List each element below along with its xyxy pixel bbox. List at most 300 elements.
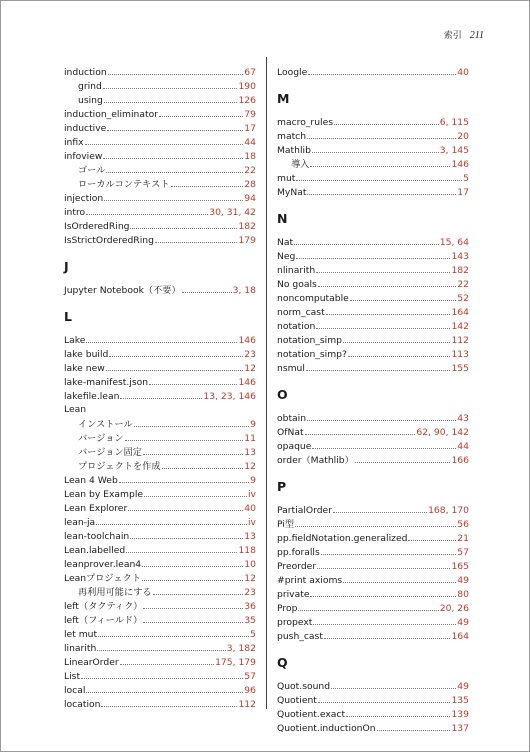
- dot-leader: [312, 439, 456, 449]
- page-reference-link[interactable]: 28: [244, 179, 256, 190]
- index-entry: [277, 425, 469, 439]
- dot-leader: [120, 655, 214, 665]
- index-term: using: [78, 95, 103, 106]
- index-entry: [277, 545, 469, 559]
- page-reference-link[interactable]: 62, 90, 142: [416, 427, 469, 438]
- index-term: induction_eliminator: [64, 109, 158, 120]
- page-reference-link[interactable]: 5: [463, 173, 469, 184]
- dot-leader: [108, 65, 244, 75]
- index-term: infix: [64, 137, 84, 148]
- dot-leader: [130, 219, 237, 229]
- page-reference-link[interactable]: 112: [238, 699, 256, 710]
- dot-leader: [355, 453, 451, 463]
- index-entry: [64, 529, 256, 543]
- index-term: norm_cast: [277, 307, 325, 318]
- index-subentry: [64, 431, 256, 445]
- page-reference-link[interactable]: 137: [451, 723, 469, 734]
- page-reference-link[interactable]: 20: [457, 131, 469, 142]
- dot-leader: [296, 171, 462, 181]
- dot-leader: [85, 135, 244, 145]
- index-subentry: [64, 177, 256, 191]
- index-term: OfNat: [277, 427, 304, 438]
- index-entry: [277, 601, 469, 615]
- index-entry: [64, 65, 256, 79]
- page-reference-link[interactable]: 13: [244, 531, 256, 542]
- dot-leader: [119, 473, 249, 483]
- index-entry: [277, 453, 469, 467]
- dot-leader: [97, 641, 225, 651]
- dot-leader: [142, 557, 243, 567]
- dot-leader: [316, 263, 450, 273]
- dot-leader: [103, 149, 243, 159]
- index-entry: [64, 121, 256, 135]
- dot-leader: [86, 333, 237, 343]
- page-reference-link[interactable]: 139: [451, 709, 469, 720]
- index-letter-heading: O: [277, 387, 288, 402]
- page-reference-link[interactable]: 118: [238, 545, 256, 556]
- index-term: Quotient.inductionOn: [277, 723, 376, 734]
- index-term: opaque: [277, 441, 312, 452]
- index-entry: [277, 115, 469, 129]
- index-letter-heading: Q: [277, 655, 288, 670]
- index-letter-heading: N: [277, 211, 288, 226]
- index-entry: [64, 543, 256, 557]
- dot-leader: [125, 431, 244, 441]
- dot-leader: [350, 291, 456, 301]
- index-entry: [277, 143, 469, 157]
- index-subentry: [64, 163, 256, 177]
- dot-leader: [81, 669, 243, 679]
- page-reference-link[interactable]: 22: [244, 165, 256, 176]
- index-term: Lean by Example: [64, 489, 144, 500]
- dot-leader: [343, 333, 450, 343]
- page-reference-link[interactable]: 3, 145: [439, 145, 469, 156]
- dot-leader: [317, 559, 450, 569]
- dot-leader: [171, 177, 244, 187]
- index-letter-heading: P: [277, 479, 287, 494]
- dot-leader: [101, 697, 237, 707]
- index-term: インストール: [78, 419, 133, 430]
- index-entry: [277, 629, 469, 643]
- index-term: lake-manifest.json: [64, 377, 149, 388]
- page-reference-link[interactable]: 168, 170: [428, 505, 469, 516]
- index-subentry: [64, 459, 256, 473]
- page-reference-link[interactable]: 94: [244, 193, 256, 204]
- page-reference-link[interactable]: 12: [244, 573, 256, 584]
- dot-leader: [313, 615, 456, 625]
- index-entry: [277, 291, 469, 305]
- index-term: Leanプロジェクト: [64, 573, 142, 584]
- index-term: left（フィールド）: [64, 615, 143, 626]
- page-reference-link[interactable]: 18: [244, 151, 256, 162]
- index-term: match: [277, 131, 307, 142]
- index-term: List: [64, 671, 81, 682]
- index-entry: [277, 129, 469, 143]
- index-entry: [64, 515, 256, 529]
- dot-leader: [126, 543, 237, 553]
- index-term: Lean 4 Web: [64, 475, 118, 486]
- page-reference-link[interactable]: 146: [238, 335, 256, 346]
- index-term: notation_simp?: [277, 349, 347, 360]
- page-reference-link[interactable]: 79: [244, 109, 256, 120]
- index-entry: [277, 185, 469, 199]
- column-divider: [266, 57, 267, 709]
- index-entry: [277, 249, 469, 263]
- page-reference-link[interactable]: 135: [451, 695, 469, 706]
- index-term: Lean.labelled: [64, 545, 126, 556]
- index-entry: [64, 501, 256, 515]
- index-entry: [277, 235, 469, 249]
- page-reference-link[interactable]: 57: [244, 671, 256, 682]
- index-subentry: [64, 445, 256, 459]
- index-entry: [277, 333, 469, 347]
- dot-leader: [96, 515, 247, 525]
- index-term: notation: [277, 321, 316, 332]
- page-reference-link[interactable]: 20, 26: [439, 603, 469, 614]
- page-reference-link[interactable]: 9: [250, 419, 256, 430]
- index-entry: [277, 65, 469, 79]
- page-reference-link[interactable]: 142: [451, 321, 469, 332]
- dot-leader: [348, 347, 451, 357]
- index-subentry: [64, 417, 256, 431]
- page-reference-link[interactable]: 52: [457, 293, 469, 304]
- page-reference-link[interactable]: 126: [238, 95, 256, 106]
- index-entry: [277, 615, 469, 629]
- page-reference-link[interactable]: 56: [457, 519, 469, 530]
- page-reference-link[interactable]: 6, 115: [439, 117, 469, 128]
- index-entry: [64, 347, 256, 361]
- dot-leader: [106, 163, 243, 173]
- page-reference-link[interactable]: 17: [457, 187, 469, 198]
- index-entry: [64, 149, 256, 163]
- page-reference-link[interactable]: 143: [451, 251, 469, 262]
- index-entry: [277, 503, 469, 517]
- index-term: Quotient: [277, 695, 317, 706]
- index-term: order（Mathlib）: [277, 455, 354, 466]
- page-reference-link[interactable]: iv: [248, 517, 256, 528]
- index-entry: [64, 361, 256, 375]
- page-reference-link[interactable]: 164: [451, 631, 469, 642]
- page-reference-link[interactable]: 179: [238, 235, 256, 246]
- dot-leader: [109, 347, 243, 357]
- index-entry: [277, 707, 469, 721]
- page-reference-link[interactable]: 3, 182: [226, 643, 256, 654]
- page-reference-link[interactable]: 182: [451, 265, 469, 276]
- index-entry: [277, 587, 469, 601]
- dot-leader: [331, 679, 456, 689]
- dot-leader: [408, 531, 456, 541]
- page-reference-link[interactable]: 166: [451, 455, 469, 466]
- section-title: 索引: [443, 31, 462, 41]
- dot-leader: [86, 205, 208, 215]
- index-entry: [64, 487, 256, 501]
- index-entry: [64, 683, 256, 697]
- page-reference-link[interactable]: 15, 64: [439, 237, 469, 248]
- index-letter-heading: J: [64, 259, 69, 274]
- page-number: 211: [469, 30, 484, 41]
- index-term: push_cast: [277, 631, 323, 642]
- index-entry: [64, 571, 256, 585]
- page-reference-link[interactable]: 36: [244, 601, 256, 612]
- index-term: 再利用可能にする: [78, 587, 152, 598]
- index-term: noncomputable: [277, 293, 349, 304]
- index-term: IsOrderedRing: [64, 221, 130, 232]
- page-reference-link[interactable]: 13: [244, 447, 256, 458]
- dot-leader: [86, 683, 243, 693]
- page-reference-link[interactable]: 57: [457, 547, 469, 558]
- index-term: バージョン固定: [78, 447, 142, 458]
- page-reference-link[interactable]: 112: [451, 335, 469, 346]
- index-subentry: [277, 157, 469, 171]
- dot-leader: [326, 305, 451, 315]
- dot-leader: [318, 693, 451, 703]
- dot-leader: [307, 411, 456, 421]
- page-reference-link[interactable]: 96: [244, 685, 256, 696]
- dot-leader: [306, 361, 451, 371]
- index-term: injection: [64, 193, 104, 204]
- dot-leader: [182, 283, 232, 293]
- index-term: lakefile.lean: [64, 391, 120, 402]
- page-reference-link[interactable]: 44: [457, 441, 469, 452]
- page-reference-link[interactable]: 43: [457, 413, 469, 424]
- dot-leader: [120, 389, 202, 399]
- index-entry: [277, 679, 469, 693]
- page-reference-link[interactable]: 35: [244, 615, 256, 626]
- index-term: lean-toolchain: [64, 531, 130, 542]
- dot-leader: [106, 361, 244, 371]
- dot-leader: [305, 425, 416, 435]
- index-term: inductive: [64, 123, 107, 134]
- dot-leader: [308, 65, 456, 75]
- index-term: Prop: [277, 603, 298, 614]
- dot-leader: [312, 143, 439, 153]
- index-term: バージョン: [78, 433, 124, 444]
- page-reference-link[interactable]: 40: [244, 503, 256, 514]
- index-entry: [277, 305, 469, 319]
- page-reference-link[interactable]: 190: [238, 81, 256, 92]
- index-term: location: [64, 699, 101, 710]
- index-term: #print axioms: [277, 575, 343, 586]
- dot-leader: [143, 445, 243, 455]
- dot-leader: [153, 585, 244, 595]
- index-entry: [64, 473, 256, 487]
- index-entry: [277, 573, 469, 587]
- page-reference-link[interactable]: 165: [451, 561, 469, 572]
- index-term: Neg: [277, 251, 296, 262]
- dot-leader: [318, 277, 456, 287]
- page-reference-link[interactable]: 44: [244, 137, 256, 148]
- dot-leader: [295, 517, 456, 527]
- index-entry: [277, 171, 469, 185]
- dot-leader: [104, 191, 243, 201]
- index-letter-heading: L: [64, 309, 72, 324]
- dot-leader: [142, 571, 243, 581]
- dot-leader: [162, 459, 244, 469]
- page-reference-link[interactable]: 155: [451, 363, 469, 374]
- page-reference-link[interactable]: 49: [457, 575, 469, 586]
- index-term: ゴール: [78, 165, 106, 176]
- index-entry: [64, 389, 256, 403]
- page-reference-link[interactable]: 11: [244, 433, 256, 444]
- dot-leader: [104, 93, 238, 103]
- dot-leader: [377, 721, 451, 731]
- index-term: notation_simp: [277, 335, 342, 346]
- index-term: propext: [277, 617, 313, 628]
- page-reference-link[interactable]: 21: [457, 533, 469, 544]
- dot-leader: [316, 319, 450, 329]
- page-reference-link[interactable]: 146: [238, 377, 256, 388]
- dot-leader: [307, 185, 456, 195]
- index-term: private: [277, 589, 310, 600]
- index-term: macro_rules: [277, 117, 334, 128]
- index-entry: [64, 669, 256, 683]
- index-entry: [64, 191, 256, 205]
- page-reference-link[interactable]: 113: [451, 349, 469, 360]
- page-reference-link[interactable]: 182: [238, 221, 256, 232]
- index-entry: [64, 599, 256, 613]
- page-reference-link[interactable]: 5: [250, 629, 256, 640]
- index-term: lean-ja: [64, 517, 96, 528]
- index-term: Lean: [64, 404, 87, 415]
- index-term: Loogle: [277, 67, 308, 78]
- index-term: leanprover.lean4: [64, 559, 142, 570]
- index-column-right: [277, 65, 469, 735]
- page-reference-link[interactable]: 10: [244, 559, 256, 570]
- dot-leader: [346, 707, 450, 717]
- index-term: lake new: [64, 363, 105, 374]
- dot-leader: [310, 587, 456, 597]
- page-reference-link[interactable]: 49: [457, 617, 469, 628]
- index-entry: [277, 531, 469, 545]
- index-term: pp.foralls: [277, 547, 320, 558]
- dot-leader: [298, 601, 438, 611]
- index-entry: [64, 613, 256, 627]
- page-reference-link[interactable]: 3, 18: [232, 285, 256, 296]
- dot-leader: [128, 501, 243, 511]
- index-entry: [277, 319, 469, 333]
- dot-leader: [98, 627, 249, 637]
- index-entry: [64, 557, 256, 571]
- index-entry: [64, 205, 256, 219]
- index-entry: [277, 263, 469, 277]
- index-entry: [277, 559, 469, 573]
- index-term: Nat: [277, 237, 294, 248]
- dot-leader: [130, 529, 243, 539]
- page-reference-link[interactable]: 175, 179: [215, 657, 256, 668]
- dot-leader: [103, 79, 238, 89]
- dot-leader: [159, 107, 243, 117]
- page-reference-link[interactable]: 67: [244, 67, 256, 78]
- page-reference-link[interactable]: 23: [244, 587, 256, 598]
- index-term: 導入: [291, 159, 310, 170]
- dot-leader: [294, 235, 439, 245]
- page-reference-link[interactable]: 80: [457, 589, 469, 600]
- index-term: infoview: [64, 151, 103, 162]
- index-entry: [64, 375, 256, 389]
- page-reference-link[interactable]: 23: [244, 349, 256, 360]
- index-term: pp.fieldNotation.generalized: [277, 533, 408, 544]
- dot-leader: [321, 545, 457, 555]
- index-term: Preorder: [277, 561, 317, 572]
- index-term: Jupyter Notebook（不要）: [64, 285, 181, 296]
- index-term: Mathlib: [277, 145, 311, 156]
- dot-leader: [307, 129, 456, 139]
- index-term: local: [64, 685, 86, 696]
- dot-leader: [107, 121, 243, 131]
- dot-leader: [310, 157, 450, 167]
- index-term: Lake: [64, 335, 86, 346]
- index-letter-heading: M: [277, 91, 290, 106]
- index-term: Quotient.exact: [277, 709, 346, 720]
- index-entry: [277, 693, 469, 707]
- dot-leader: [144, 487, 247, 497]
- index-term: No goals: [277, 279, 317, 290]
- dot-leader: [143, 599, 243, 609]
- index-term: Lean Explorer: [64, 503, 128, 514]
- page-reference-link[interactable]: 17: [244, 123, 256, 134]
- index-term: ローカルコンテキスト: [78, 179, 170, 190]
- index-term: Pi型: [277, 519, 295, 530]
- index-entry: [277, 277, 469, 291]
- index-term: let mut: [64, 629, 98, 640]
- page-reference-link[interactable]: 164: [451, 307, 469, 318]
- dot-leader: [343, 573, 456, 583]
- index-term: IsStrictOrderedRing: [64, 235, 154, 246]
- index-term: nsmul: [277, 363, 305, 374]
- page-reference-link[interactable]: 12: [244, 461, 256, 472]
- dot-leader: [155, 233, 238, 243]
- page-reference-link[interactable]: iv: [248, 489, 256, 500]
- index-term: mut: [277, 173, 296, 184]
- dot-leader: [134, 417, 249, 427]
- index-subentry: [64, 585, 256, 599]
- page-reference-link[interactable]: 13, 23, 146: [203, 391, 256, 402]
- index-entry: [64, 333, 256, 347]
- dot-leader: [333, 503, 427, 513]
- index-term: PartialOrder: [277, 505, 332, 516]
- index-entry: [277, 361, 469, 375]
- page-reference-link[interactable]: 30, 31, 42: [209, 207, 256, 218]
- index-entry: [64, 697, 256, 711]
- index-term: lake build: [64, 349, 109, 360]
- index-term: left（タクティク）: [64, 601, 143, 612]
- index-term: LinearOrder: [64, 657, 119, 668]
- index-entry: [64, 403, 256, 417]
- index-term: obtain: [277, 413, 307, 424]
- index-entry: [64, 283, 256, 297]
- index-entry: [277, 721, 469, 735]
- page-reference-link[interactable]: 40: [457, 67, 469, 78]
- dot-leader: [334, 115, 439, 125]
- index-subentry: [64, 79, 256, 93]
- index-entry: [277, 347, 469, 361]
- index-term: linarith: [64, 643, 97, 654]
- dot-leader: [324, 629, 451, 639]
- index-term: grind: [78, 81, 102, 92]
- index-column-left: [64, 65, 256, 711]
- index-entry: [64, 107, 256, 121]
- page-reference-link[interactable]: 12: [244, 363, 256, 374]
- page-reference-link[interactable]: 49: [457, 681, 469, 692]
- index-entry: [64, 627, 256, 641]
- index-entry: [64, 219, 256, 233]
- index-term: intro: [64, 207, 86, 218]
- page-reference-link[interactable]: 22: [457, 279, 469, 290]
- index-term: MyNat: [277, 187, 307, 198]
- index-term: Quot.sound: [277, 681, 331, 692]
- page-reference-link[interactable]: 9: [250, 475, 256, 486]
- page-reference-link[interactable]: 146: [451, 159, 469, 170]
